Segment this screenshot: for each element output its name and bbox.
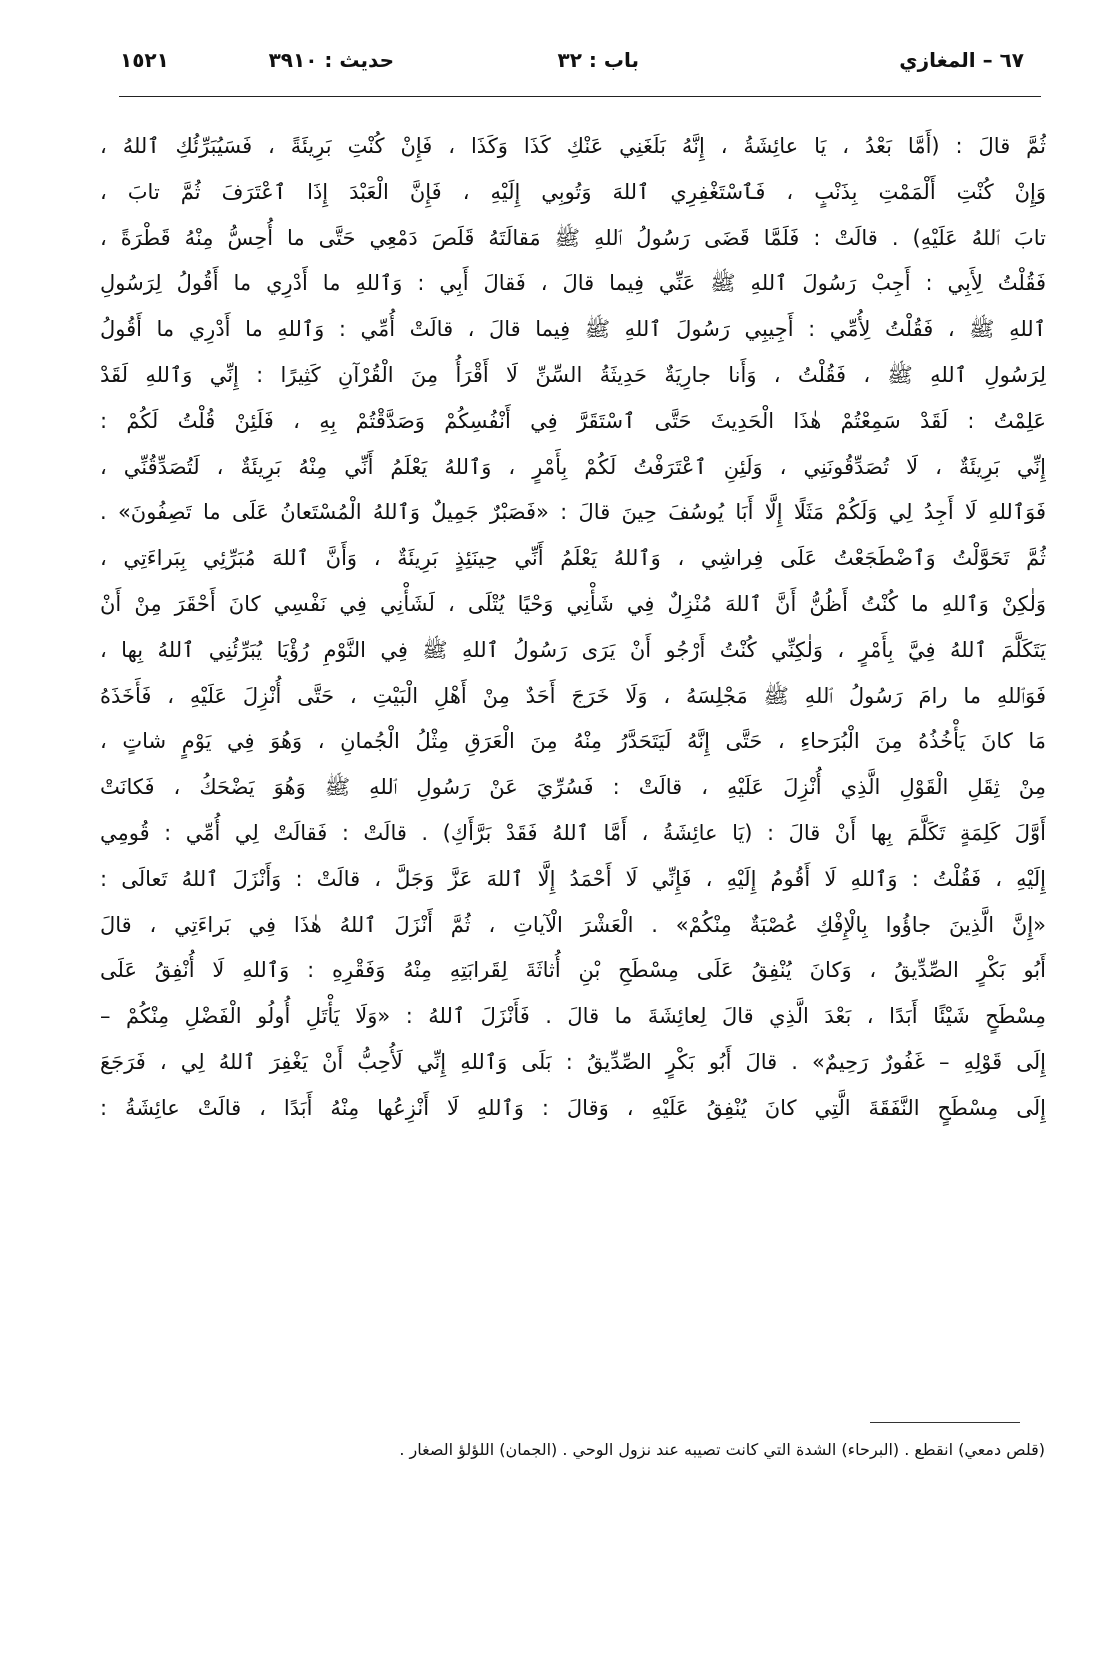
text-line: وَإِنْ كُنْتِ أَلْمَمْتِ بِذَنْبٍ ، فَٱسْتَغْفِرِي ٱللهَ وَتُوبِي إِلَيْهِ ، فَإِنَّ الْعَبْدَ إِذَا ٱعْتَرَفَ ثُمَّ تابَ ،: [100, 179, 1046, 204]
text-line: أَبُو بَكْرٍ الصِّدِّيقُ ، وَكانَ يُنْفِقُ عَلَى مِسْطَحِ بْنِ أُثاثَةَ لِقَرابَتِهِ مِنْهُ وَفَقْرِهِ : وَٱللهِ لَا أُنْفِقُ عَلَى: [100, 958, 1046, 983]
text-line: تابَ ٱللهُ عَلَيْهِ) . قالَتْ : فَلَمَّا قَضَى رَسُولُ ٱللهِ ﷺ مَقالَتَهُ قَلَصَ دَمْعِي حَتَّى ما أُحِسُّ مِنْهُ قَطْرَةً ،: [100, 225, 1046, 250]
text-line: فَوَٱللهِ لَا أَجِدُ لِي وَلَكُمْ مَثَلًا إِلَّا أَبَا يُوسُفَ حِينَ قالَ : «فَصَبْرٌ جَمِيلٌ وَٱللهُ الْمُسْتَعانُ عَلَى ما تَصِفُونَ» .: [100, 500, 1046, 525]
page-number: ١٥٢١: [120, 48, 169, 72]
footnote-rule: [870, 1422, 1020, 1423]
footnote: (قلص دمعي) انقطع . (البرحاء) الشدة التي كانت تصيبه عند نزول الوحي . (الجمان) اللؤلؤ الصغار .: [399, 1440, 1045, 1459]
text-line: مِسْطَحٍ شَيْئًا أَبَدًا ، بَعْدَ الَّذِي قالَ لِعائِشَةَ ما قالَ . فَأَنْزَلَ ٱللهُ : «وَلَا يَأْتَلِ أُولُو الْفَضْلِ مِنْكُمْ –: [100, 1004, 1046, 1029]
text-line: فَوَٱللهِ ما رامَ رَسُولُ ٱللهِ ﷺ مَجْلِسَهُ ، وَلَا خَرَجَ أَحَدٌ مِنْ أَهْلِ الْبَيْتِ ، حَتَّى أُنْزِلَ عَلَيْهِ ، فَأَخَذَهُ: [100, 683, 1046, 708]
text-line: ثُمَّ تَحَوَّلْتُ وَٱضْطَجَعْتُ عَلَى فِراشِي ، وَٱللهُ يَعْلَمُ أَنِّي حِينَئِذٍ بَرِيئَةٌ ، وَأَنَّ ٱللهَ مُبَرِّئِي بِبَراءَتِي ،: [100, 546, 1046, 571]
text-line: فَقُلْتُ لِأَبِي : أَجِبْ رَسُولَ ٱللهِ ﷺ عَنِّي فِيما قالَ ، فَقالَ أَبِي : وَٱللهِ ما أَدْرِي ما أَقُولُ لِرَسُولِ: [100, 271, 1046, 296]
text-line: مِنْ ثِقَلِ الْقَوْلِ الَّذِي أُنْزِلَ عَلَيْهِ ، قالَتْ : فَسُرِّيَ عَنْ رَسُولِ ٱللهِ ﷺ وَهُوَ يَضْحَكُ ، فَكانَتْ: [100, 775, 1046, 800]
bab-number: باب : ٣٢: [557, 48, 639, 72]
text-line: إِنِّي بَرِيئَةٌ ، لَا تُصَدِّقُونَنِي ، وَلَئِنِ ٱعْتَرَفْتُ لَكُمْ بِأَمْرٍ ، وَٱللهُ يَعْلَمُ أَنِّي مِنْهُ بَرِيئَةٌ ، لَتُصَدِّقُنِّي ،: [100, 454, 1046, 479]
chapter-title: ٦٧ – المغازي: [899, 48, 1024, 72]
text-line: ثُمَّ قالَ : (أَمَّا بَعْدُ ، يَا عائِشَةُ ، إِنَّهُ بَلَغَنِي عَنْكِ كَذَا وَكَذَا ، فَإِنْ كُنْتِ بَرِيئَةً ، فَسَيُبَرِّئُكِ ٱللهُ ،: [100, 134, 1046, 158]
header-rule: [119, 96, 1041, 97]
text-line: يَتَكَلَّمَ ٱللهُ فِيَّ بِأَمْرٍ ، وَلٰكِنِّي كُنْتُ أَرْجُو أَنْ يَرَى رَسُولُ ٱللهِ ﷺ فِي النَّوْمِ رُؤْيَا يُبَرِّئُنِي ٱللهُ بِها ،: [100, 637, 1046, 662]
text-line: إِلَى مِسْطَحٍ النَّفَقَةَ الَّتِي كانَ يُنْفِقُ عَلَيْهِ ، وَقالَ : وَٱللهِ لَا أَنْزِعُها مِنْهُ أَبَدًا ، قالَتْ عائِشَةُ :: [100, 1095, 1046, 1120]
text-line: «إِنَّ الَّذِينَ جاؤُوا بِالْإِفْكِ عُصْبَةٌ مِنْكُمْ» . الْعَشْرَ الْآياتِ ، ثُمَّ أَنْزَلَ ٱللهُ هٰذَا فِي بَراءَتِي ، قالَ: [100, 912, 1046, 937]
text-line: مَا كانَ يَأْخُذُهُ مِنَ الْبُرَحاءِ ، حَتَّى إِنَّهُ لَيَتَحَدَّرُ مِنْهُ مِنَ الْعَرَقِ مِثْلُ الْجُمانِ ، وَهُوَ فِي يَوْمٍ شاتٍ ،: [100, 729, 1046, 754]
text-line: ٱللهِ ﷺ ، فَقُلْتُ لِأُمِّي : أَجِيبِي رَسُولَ ٱللهِ ﷺ فِيما قالَ ، قالَتْ أُمِّي : وَٱللهِ ما أَدْرِي ما أَقُولُ: [100, 317, 1046, 342]
text-line: إِلَيْهِ ، فَقُلْتُ : وَٱللهِ لَا أَقُومُ إِلَيْهِ ، فَإِنِّي لَا أَحْمَدُ إِلَّا ٱللهَ عَزَّ وَجَلَّ ، قالَتْ : وَأَنْزَلَ ٱللهُ تَعالَى :: [100, 866, 1046, 891]
text-line: لِرَسُولِ ٱللهِ ﷺ ، فَقُلْتُ ، وَأَنا جارِيَةٌ حَدِيثَةُ السِّنِّ لَا أَقْرَأُ مِنَ الْقُرْآنِ كَثِيرًا : إِنِّي وَٱللهِ لَقَدْ: [100, 362, 1046, 387]
text-line: أَوَّلَ كَلِمَةٍ تَكَلَّمَ بِها أَنْ قالَ : (يَا عائِشَةُ ، أَمَّا ٱللهُ فَقَدْ بَرَّأَكِ) . قالَتْ : فَقالَتْ لِي أُمِّي : قُومِي: [100, 820, 1046, 845]
text-line: وَلٰكِنْ وَٱللهِ ما كُنْتُ أَظُنُّ أَنَّ ٱللهَ مُنْزِلٌ فِي شَأْنِي وَحْيًا يُتْلَى ، لَشَأْنِي فِي نَفْسِي كانَ أَحْقَرَ مِنْ أَنْ: [100, 591, 1046, 616]
running-header: [112, 40, 1034, 84]
text-line: إِلَى قَوْلِهِ – غَفُورٌ رَحِيمٌ» . قالَ أَبُو بَكْرٍ الصِّدِّيقُ : بَلَى وَٱللهِ إِنِّي لَأُحِبُّ أَنْ يَغْفِرَ ٱللهُ لِي ، فَرَجَعَ: [100, 1049, 1046, 1074]
hadith-number: حديث : ٣٩١٠: [268, 48, 394, 72]
text-line: عَلِمْتُ : لَقَدْ سَمِعْتُمْ هٰذَا الْحَدِيثَ حَتَّى ٱسْتَقَرَّ فِي أَنْفُسِكُمْ وَصَدَّقْتُمْ بِهِ ، فَلَئِنْ قُلْتُ لَكُمْ :: [100, 408, 1046, 433]
